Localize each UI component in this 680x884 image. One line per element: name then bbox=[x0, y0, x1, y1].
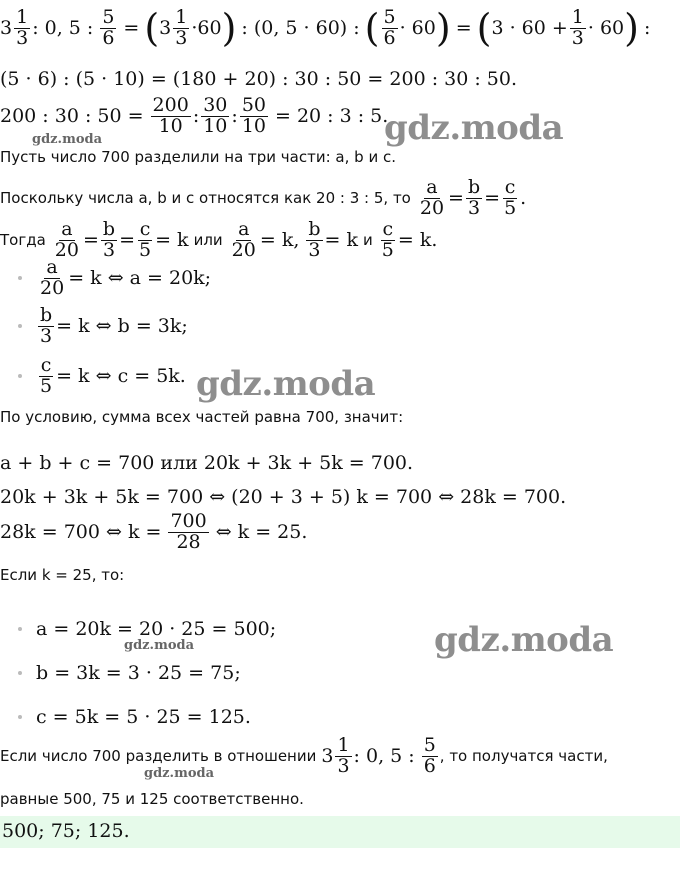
sum-line-3: 28k = 700 ⇔ k = 700 28 ⇔ k = 25. bbox=[0, 510, 308, 553]
watermark: gdz.moda bbox=[32, 132, 103, 147]
answer-box bbox=[0, 816, 680, 848]
list-item: $\frac{b}{3}$ = k ⇔ b = 3k; bbox=[0, 306, 188, 347]
equation-line-1: 3 1 3 : 0, 5 : 5 6 = ( 3 1 3 ·60 ) : (0, 5 · 60) : ( 5 6 · 60 ) = ( 3 · 60 + $\frac{1}{3}$ · 60 ) : bbox=[0, 6, 651, 51]
list-item: a = 20k = 20 · 25 = 500; bbox=[0, 618, 276, 640]
watermark: gdz.moda bbox=[384, 108, 564, 148]
equation-line-2: (5 · 6) : (5 · 10) = (180 + 20) : 30 : 50 = 200 : 30 : 50. bbox=[0, 68, 518, 90]
paragraph-ratio: Поскольку числа a, b и c относятся как 20 : 3 : 5, то $\frac{a}{20}$ = $\frac{b}{3}$ = $\frac{c}{5}$ . bbox=[0, 176, 527, 219]
list-item: c = 5k = 5 · 25 = 125. bbox=[0, 706, 251, 728]
watermark: gdz.moda bbox=[144, 766, 215, 781]
watermark: gdz.moda bbox=[124, 638, 195, 653]
paragraph-result: равные 500, 75 и 125 соответственно. bbox=[0, 790, 304, 808]
sum-line-2: 20k + 3k + 5k = 700 ⇔ (20 + 3 + 5) k = 700 ⇔ 28k = 700. bbox=[0, 486, 567, 508]
watermark: gdz.moda bbox=[196, 364, 376, 404]
list-item: $\frac{c}{5}$ = k ⇔ c = 5k. bbox=[0, 356, 186, 397]
watermark: gdz.moda bbox=[434, 620, 614, 660]
list-item: $\frac{a}{20}$ = k ⇔ a = 20k; bbox=[0, 258, 211, 299]
paragraph-then: Тогда $\frac{a}{20}$ = $\frac{b}{3}$ = $\frac{c}{5}$ = k или $\frac{a}{20}$ = k, $\frac{b}{3}$ = k и $\frac{c}{5}$ = k. bbox=[0, 218, 438, 261]
paragraph-conclusion: Если число 700 разделить в отношении 3 1 3 : 0, 5 : 5 6 , то получатся части, bbox=[0, 734, 608, 777]
answer-text: 500; 75; 125. bbox=[2, 820, 130, 842]
paragraph-condition: По условию, сумма всех частей равна 700, значит: bbox=[0, 408, 404, 426]
sum-line-1: a + b + c = 700 или 20k + 3k + 5k = 700. bbox=[0, 452, 414, 474]
paragraph-if-k: Если k = 25, то: bbox=[0, 566, 125, 584]
paragraph-parts: Пусть число 700 разделили на три части: a, b и c. bbox=[0, 148, 396, 166]
list-item: b = 3k = 3 · 25 = 75; bbox=[0, 662, 241, 684]
equation-line-3: 200 : 30 : 50 = 200 10 : 30 10 : 50 10 = 20 : 3 : 5. bbox=[0, 94, 389, 137]
